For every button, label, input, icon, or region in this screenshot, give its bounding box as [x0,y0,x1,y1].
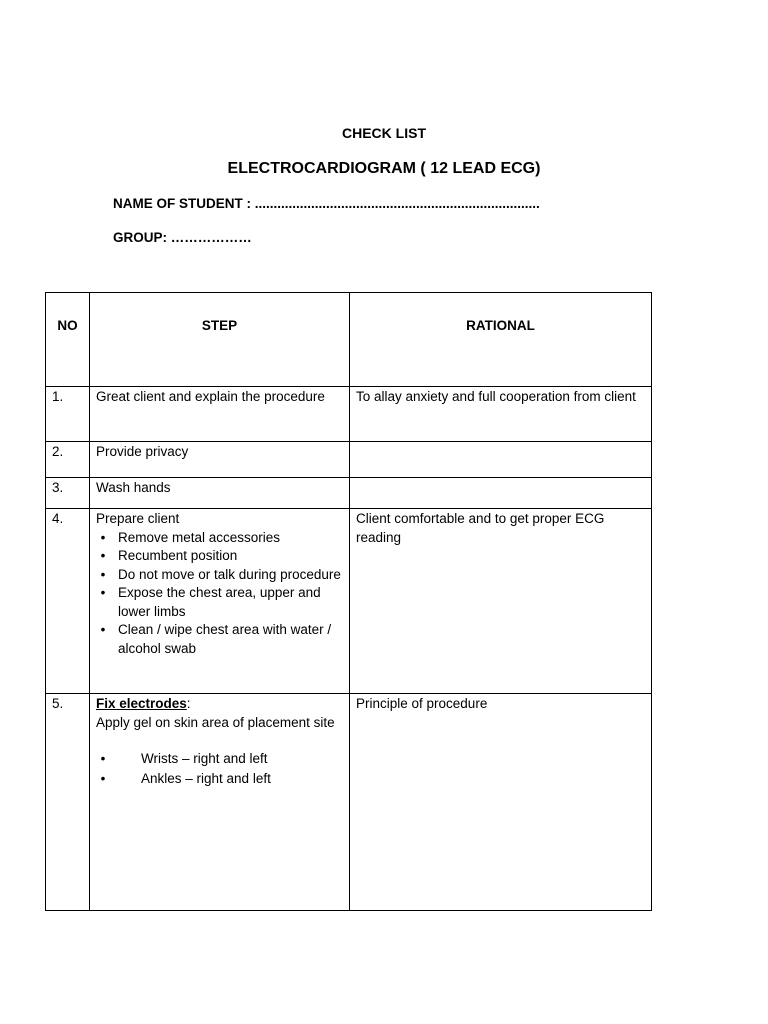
heading-colon: : [186,696,191,711]
list-item: • Expose the chest area, upper and lower limbs [118,584,343,621]
table-header-row [46,293,652,387]
table-row [46,442,652,478]
row-number: 5. [46,694,90,911]
column-header-no [46,293,90,387]
column-header-rational-label: RATIONAL [466,318,535,334]
step-bullet-list [96,529,343,659]
row-step: Great client and explain the procedure [90,387,350,442]
table-row [46,509,652,694]
row-step: Wash hands [90,478,350,509]
fix-electrodes-heading: Fix electrodes [96,696,187,711]
group-field: GROUP: ……………… [113,230,252,245]
list-item: • Recumbent position [118,547,343,566]
list-item: • Wrists – right and left [141,750,343,769]
row-rational: To allay anxiety and full cooperation from client [350,387,652,442]
row-rational: Client comfortable and to get proper ECG reading [350,509,652,694]
document-title: ELECTROCARDIOGRAM ( 12 LEAD ECG) [227,160,541,177]
list-item: • Remove metal accessories [118,529,343,548]
column-header-step [90,293,350,387]
step-bullet-list [96,750,343,788]
table-row [46,694,652,911]
row-step-heading-line [96,695,343,714]
list-item: • Ankles – right and left [141,770,343,789]
row-number: 3. [46,478,90,509]
spacer [96,732,343,750]
row-step-intro: Prepare client [96,511,180,526]
row-number: 4. [46,509,90,694]
row-step [90,509,350,694]
list-item: • Do not move or talk during procedure [118,566,343,585]
row-number: 2. [46,442,90,478]
row-rational [350,442,652,478]
table-row [46,478,652,509]
row-rational [350,478,652,509]
checklist-table [45,292,652,911]
table-row [46,387,652,442]
row-step: Provide privacy [90,442,350,478]
row-number: 1. [46,387,90,442]
student-name-field: NAME OF STUDENT : ............................................................................ [113,196,540,211]
row-step-intro: Apply gel on skin area of placement site [96,714,335,730]
row-step [90,694,350,911]
row-rational: Principle of procedure [350,694,652,911]
column-header-rational [350,293,652,387]
checklist-label: CHECK LIST [342,125,426,141]
column-header-step-label: STEP [201,318,238,334]
list-item: • Clean / wipe chest area with water / alcohol swab [118,621,343,658]
column-header-no-label: NO [57,318,78,334]
